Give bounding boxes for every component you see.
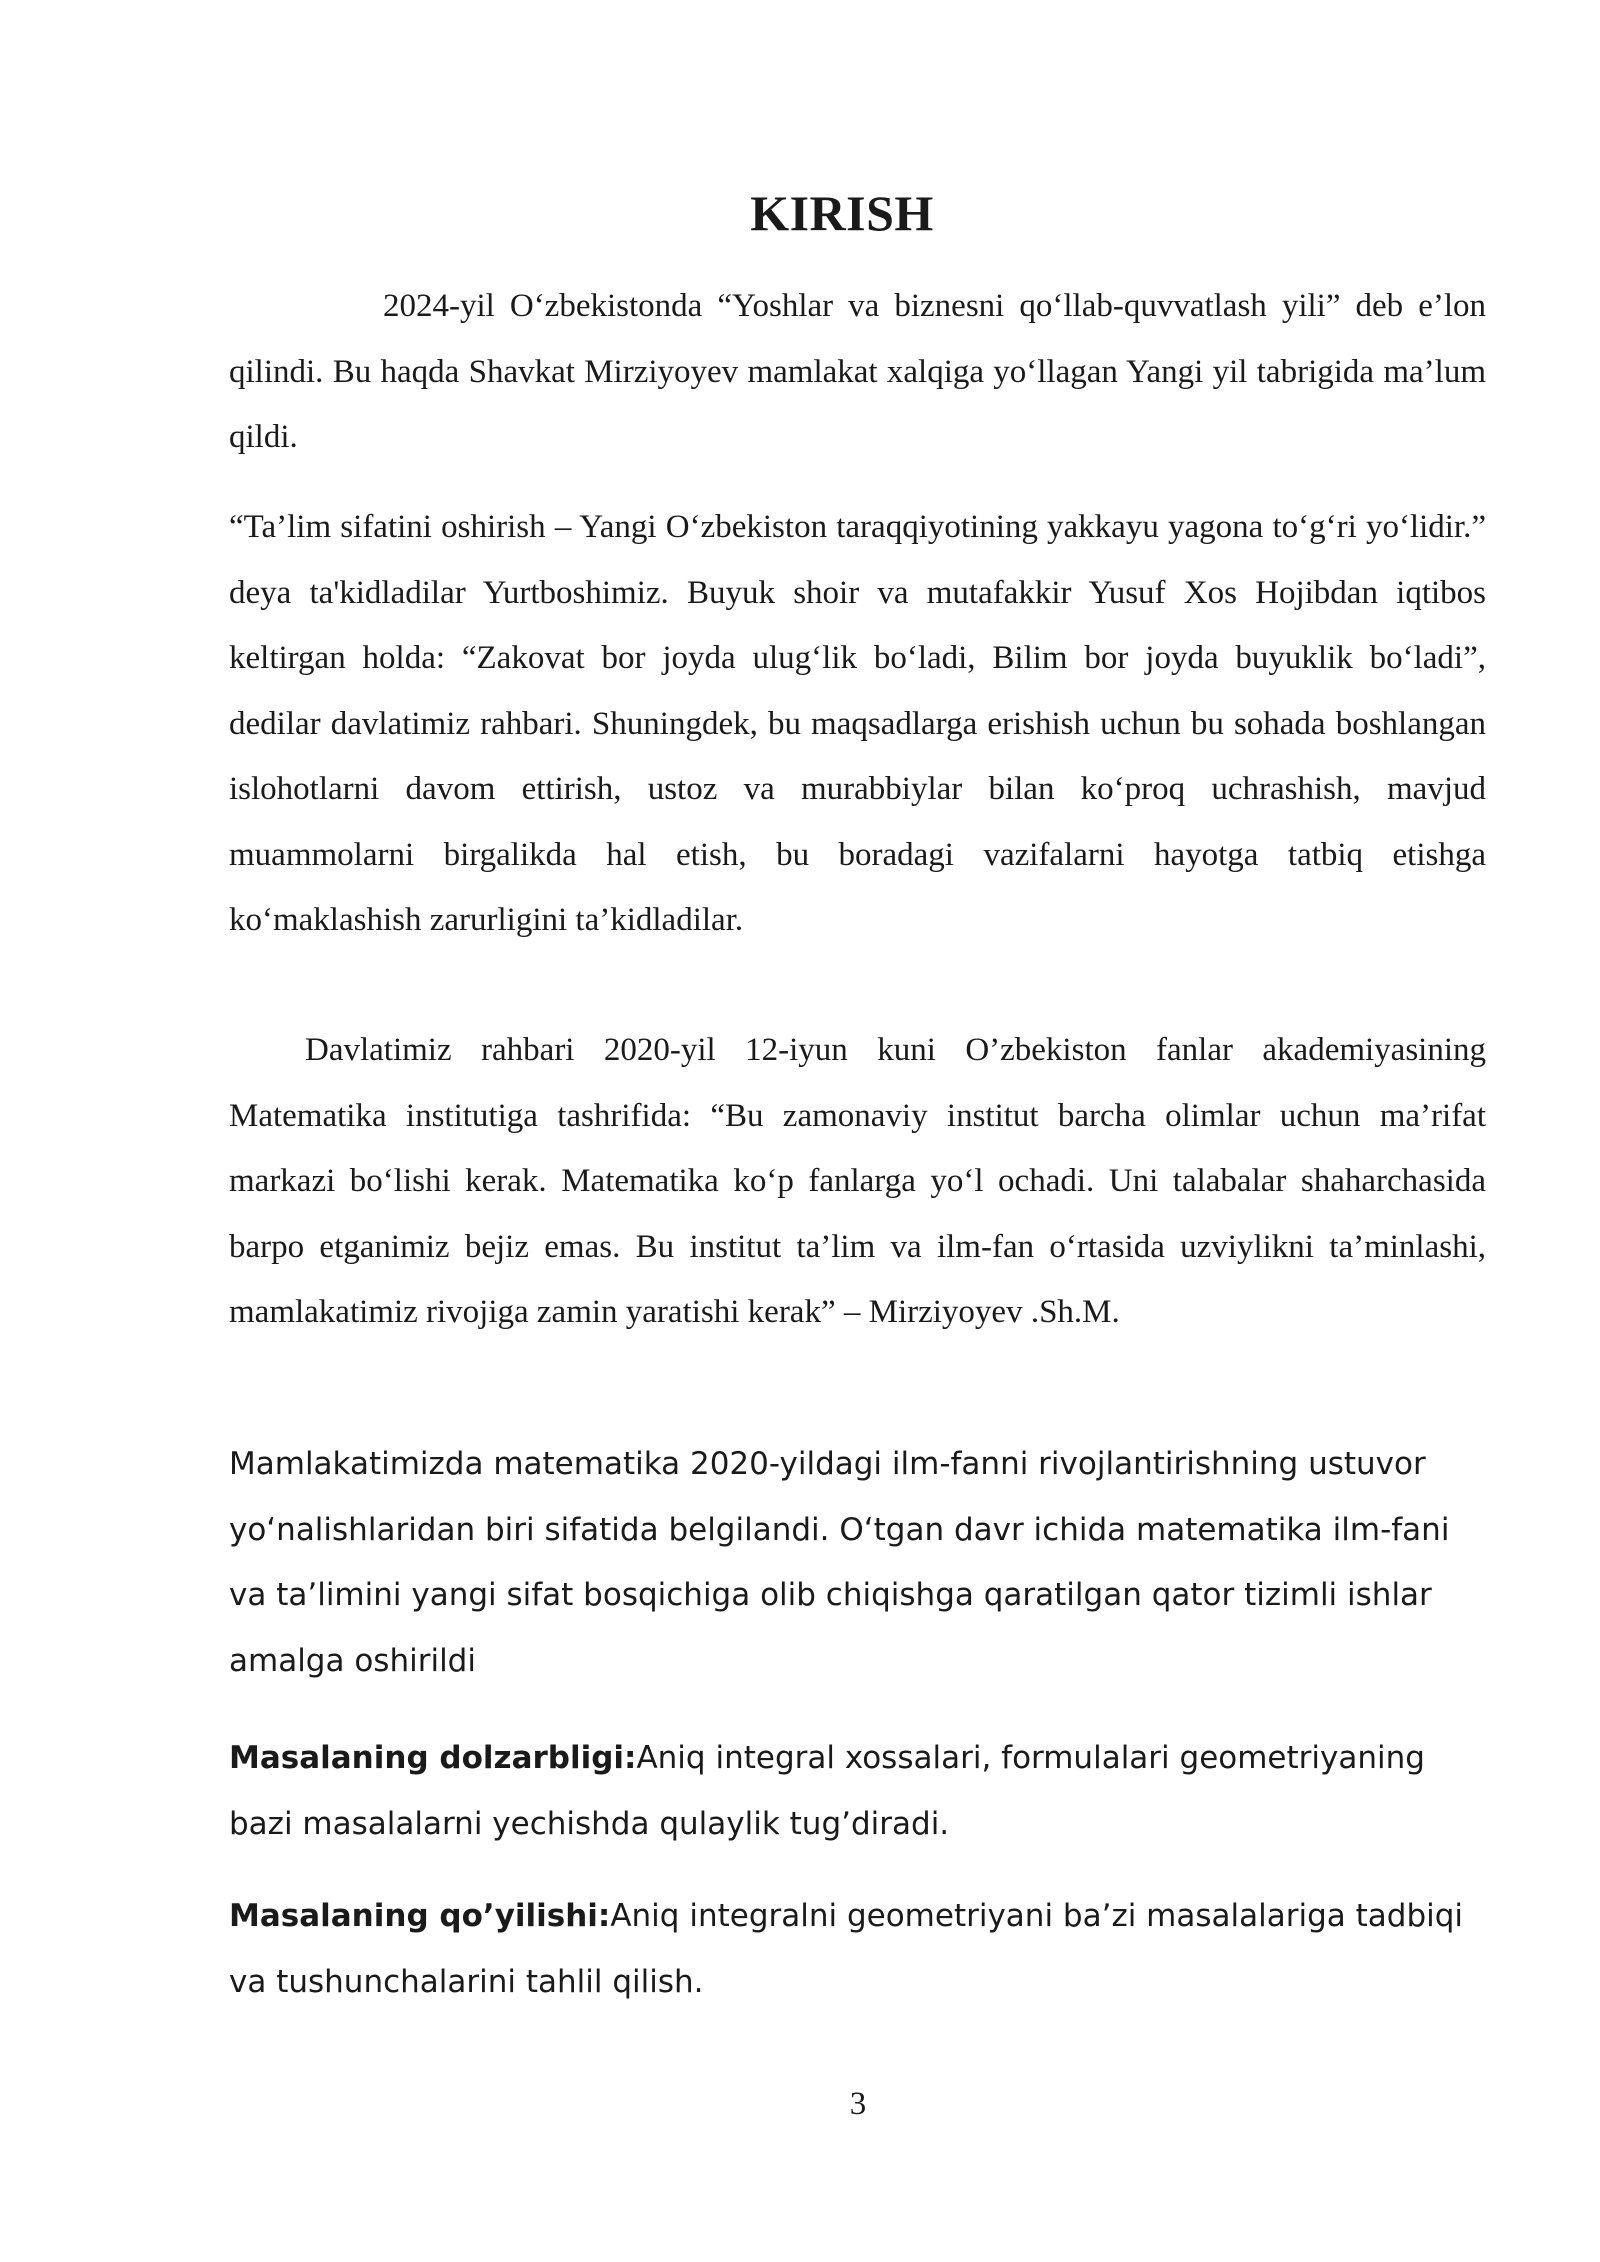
problem-statement-text: Aniq integralni geometriyani ba’zi masalalariga tadbiqi va tushunchalarini tahlil qilish. — [229, 1898, 1464, 2000]
paragraph-intro: 2024-yil O‘zbekistonda “Yoshlar va biznesni qo‘llab-quvvatlash yili” deb e’lon qilindi. Bu haqda Shavkat Mirziyoyev mamlakat xalqiga yo‘llagan Yangi yil tabrigida ma’lum qildi. — [229, 288, 1486, 455]
page-number: 3 — [849, 2086, 867, 2122]
paragraph-relevance — [229, 1726, 1486, 1857]
problem-statement-label: Masalaning qo’yilishi: — [229, 1898, 611, 1934]
paragraph-math-priority: Mamlakatimizda matematika 2020-yildagi ilm-fanni rivojlantirishning ustuvor yo‘nalishlaridan biri sifatida belgilandi. O‘tgan davr ichida matematika ilm-fani va ta’limini yangi sifat bosqichiga olib chiqishga qaratilgan qator tizimli ishlar amalga oshirildi — [229, 1446, 1450, 1679]
page-title: KIRISH — [750, 185, 934, 241]
relevance-label: Masalaning dolzarbligi: — [229, 1740, 637, 1776]
paragraph-math-institute: Davlatimiz rahbari 2020-yil 12-iyun kuni O’zbekiston fanlar akademiyasining Matematika institutiga tashrifida: “Bu zamonaviy institut barcha olimlar uchun ma’rifat markazi bo‘lishi kerak. Matematika ko‘p fanlarga yo‘l ochadi. Uni talabalar shaharchasida barpo etganimiz bejiz emas. Bu institut ta’lim va ilm-fan o‘rtasida uzviylikni ta’minlashi, mamlakatimiz rivojiga zamin yaratishi kerak” – Mirziyoyev .Sh.M. — [229, 1032, 1486, 1330]
paragraph-quote-education: “Ta’lim sifatini oshirish – Yangi O‘zbekiston taraqqiyotining yakkayu yagona to‘g‘ri yo‘lidir.” deya ta'kidladilar Yurtboshimiz. Buyuk shoir va mutafakkir Yusuf Xos Hojibdan iqtibos keltirgan holda: “Zakovat bor joyda ulug‘lik bo‘ladi, Bilim bor joyda buyuklik bo‘ladi”, dedilar davlatimiz rahbari. Shuningdek, bu maqsadlarga erishish uchun bu sohada boshlangan islohotlarni davom ettirish, ustoz va murabbiylar bilan ko‘proq uchrashish, mavjud muammolarni birgalikda hal etish, bu boradagi vazifalarni hayotga tatbiq etishga ko‘maklashish zarurligini ta’kidladilar. — [229, 509, 1486, 938]
paragraph-problem-statement — [229, 1884, 1486, 2015]
relevance-text: Aniq integral xossalari, formulalari geometriyaning bazi masalalarni yechishda qulaylik tug’diradi. — [229, 1740, 1425, 1842]
